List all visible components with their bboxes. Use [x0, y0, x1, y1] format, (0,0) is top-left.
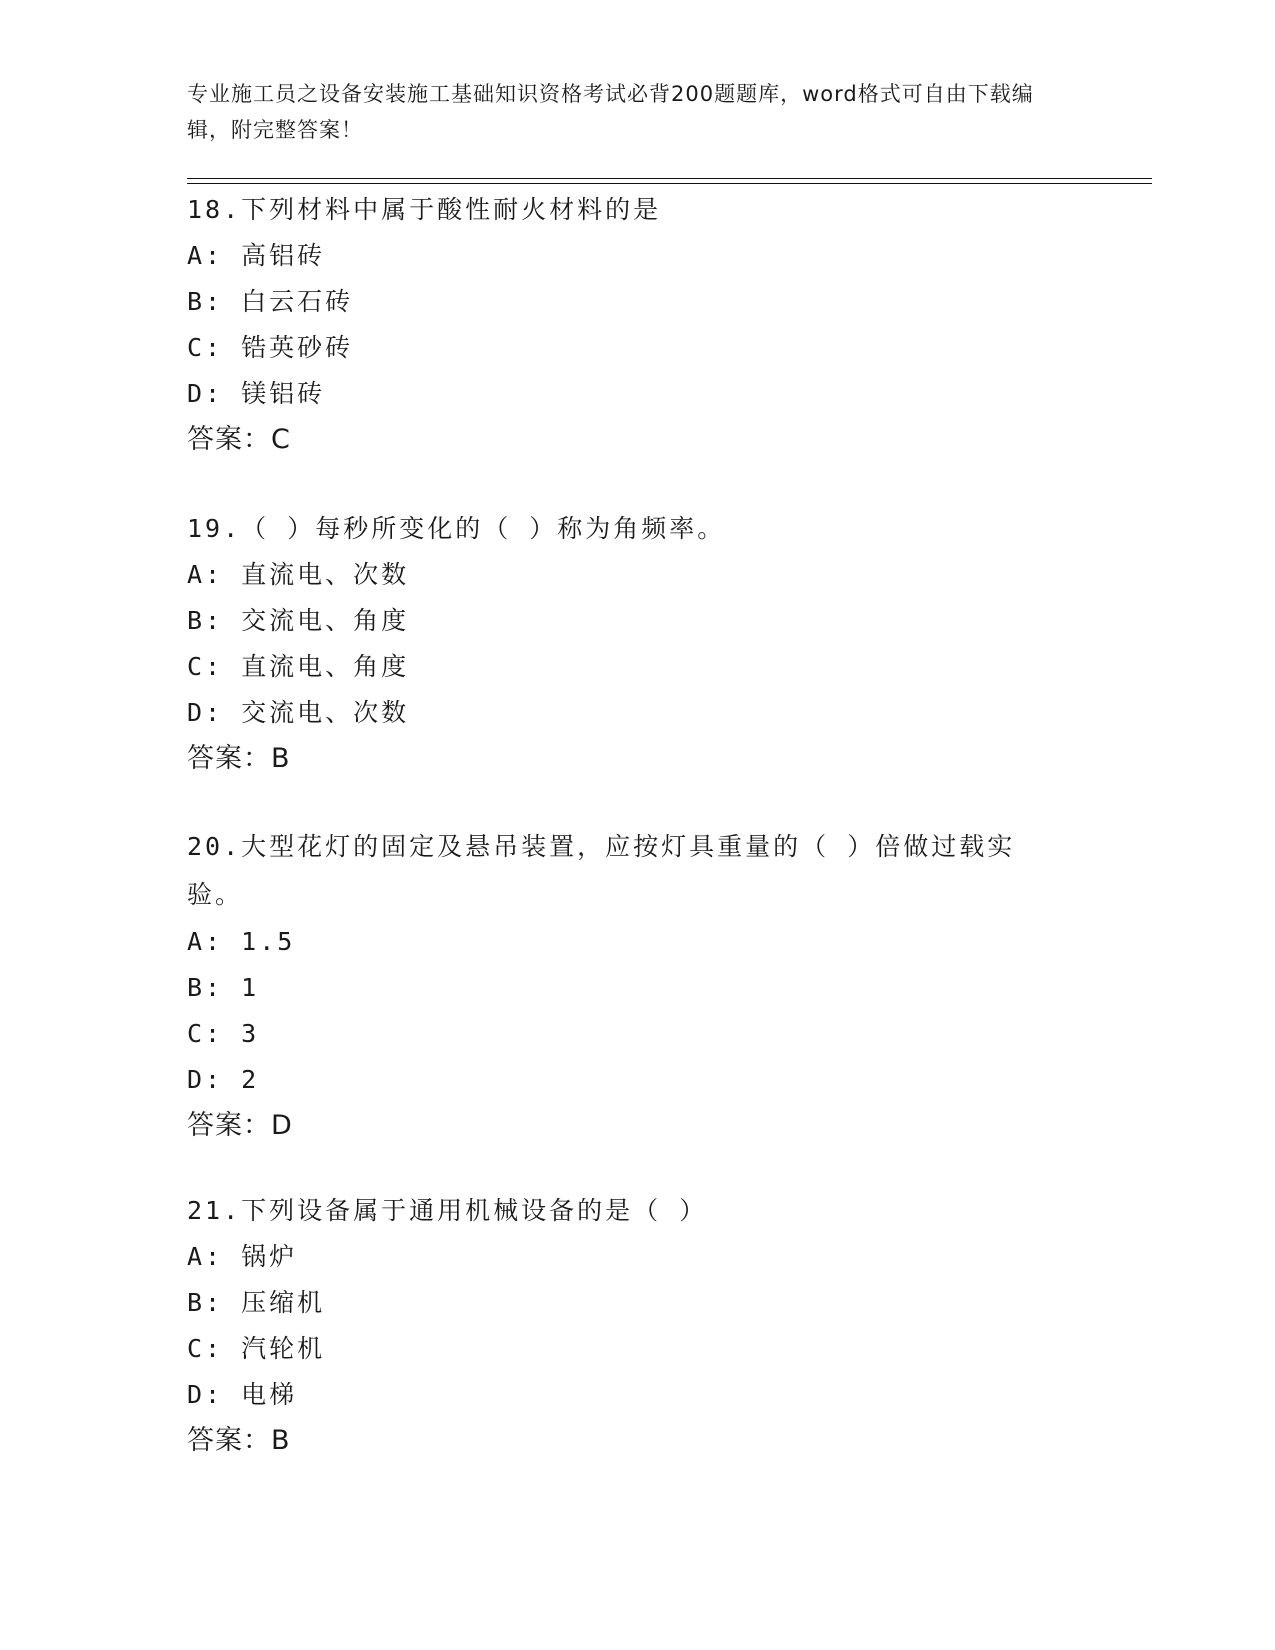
question-21 [187, 1188, 1087, 1464]
option-b: B: 压缩机 [187, 1288, 326, 1317]
option-b: B: 交流电、角度 [187, 606, 410, 635]
answer-line: 答案：B [187, 1425, 291, 1456]
question-stem: 20.大型花灯的固定及悬吊装置，应按灯具重量的（ ）倍做过载实验。 [187, 832, 1016, 909]
question-20 [187, 823, 1087, 1149]
option-b: B: 白云石砖 [187, 287, 354, 316]
option-a: A: 1.5 [187, 927, 296, 956]
answer-line: 答案：B [187, 743, 291, 774]
question-stem: 19.（ ）每秒所变化的（ ）称为角频率。 [187, 514, 726, 543]
option-d: D: 镁铝砖 [187, 379, 326, 408]
option-c: C: 锆英砂砖 [187, 333, 354, 362]
option-list [187, 919, 1087, 1103]
answer-line: 答案：C [187, 424, 291, 455]
question-stem: 21.下列设备属于通用机械设备的是（ ） [187, 1196, 708, 1225]
option-c: C: 3 [187, 1019, 260, 1048]
question-18 [187, 187, 1087, 463]
option-d: D: 电梯 [187, 1380, 298, 1409]
option-list [187, 1234, 1087, 1418]
option-list [187, 233, 1087, 417]
document-header: 专业施工员之设备安装施工基础知识资格考试必背200题题库，word格式可自由下载编辑，附完整答案！ [187, 82, 1034, 142]
header-divider-top [187, 178, 1152, 179]
option-b: B: 1 [187, 973, 260, 1002]
header-divider-bottom [187, 183, 1152, 184]
answer-line: 答案：D [187, 1110, 293, 1141]
option-c: C: 直流电、角度 [187, 652, 410, 681]
option-a: A: 直流电、次数 [187, 560, 410, 589]
option-a: A: 高铝砖 [187, 241, 326, 270]
option-c: C: 汽轮机 [187, 1334, 326, 1363]
question-stem: 18.下列材料中属于酸性耐火材料的是 [187, 195, 662, 224]
question-19 [187, 506, 1087, 782]
option-a: A: 锅炉 [187, 1242, 298, 1271]
option-list [187, 552, 1087, 736]
option-d: D: 2 [187, 1065, 260, 1094]
option-d: D: 交流电、次数 [187, 698, 410, 727]
